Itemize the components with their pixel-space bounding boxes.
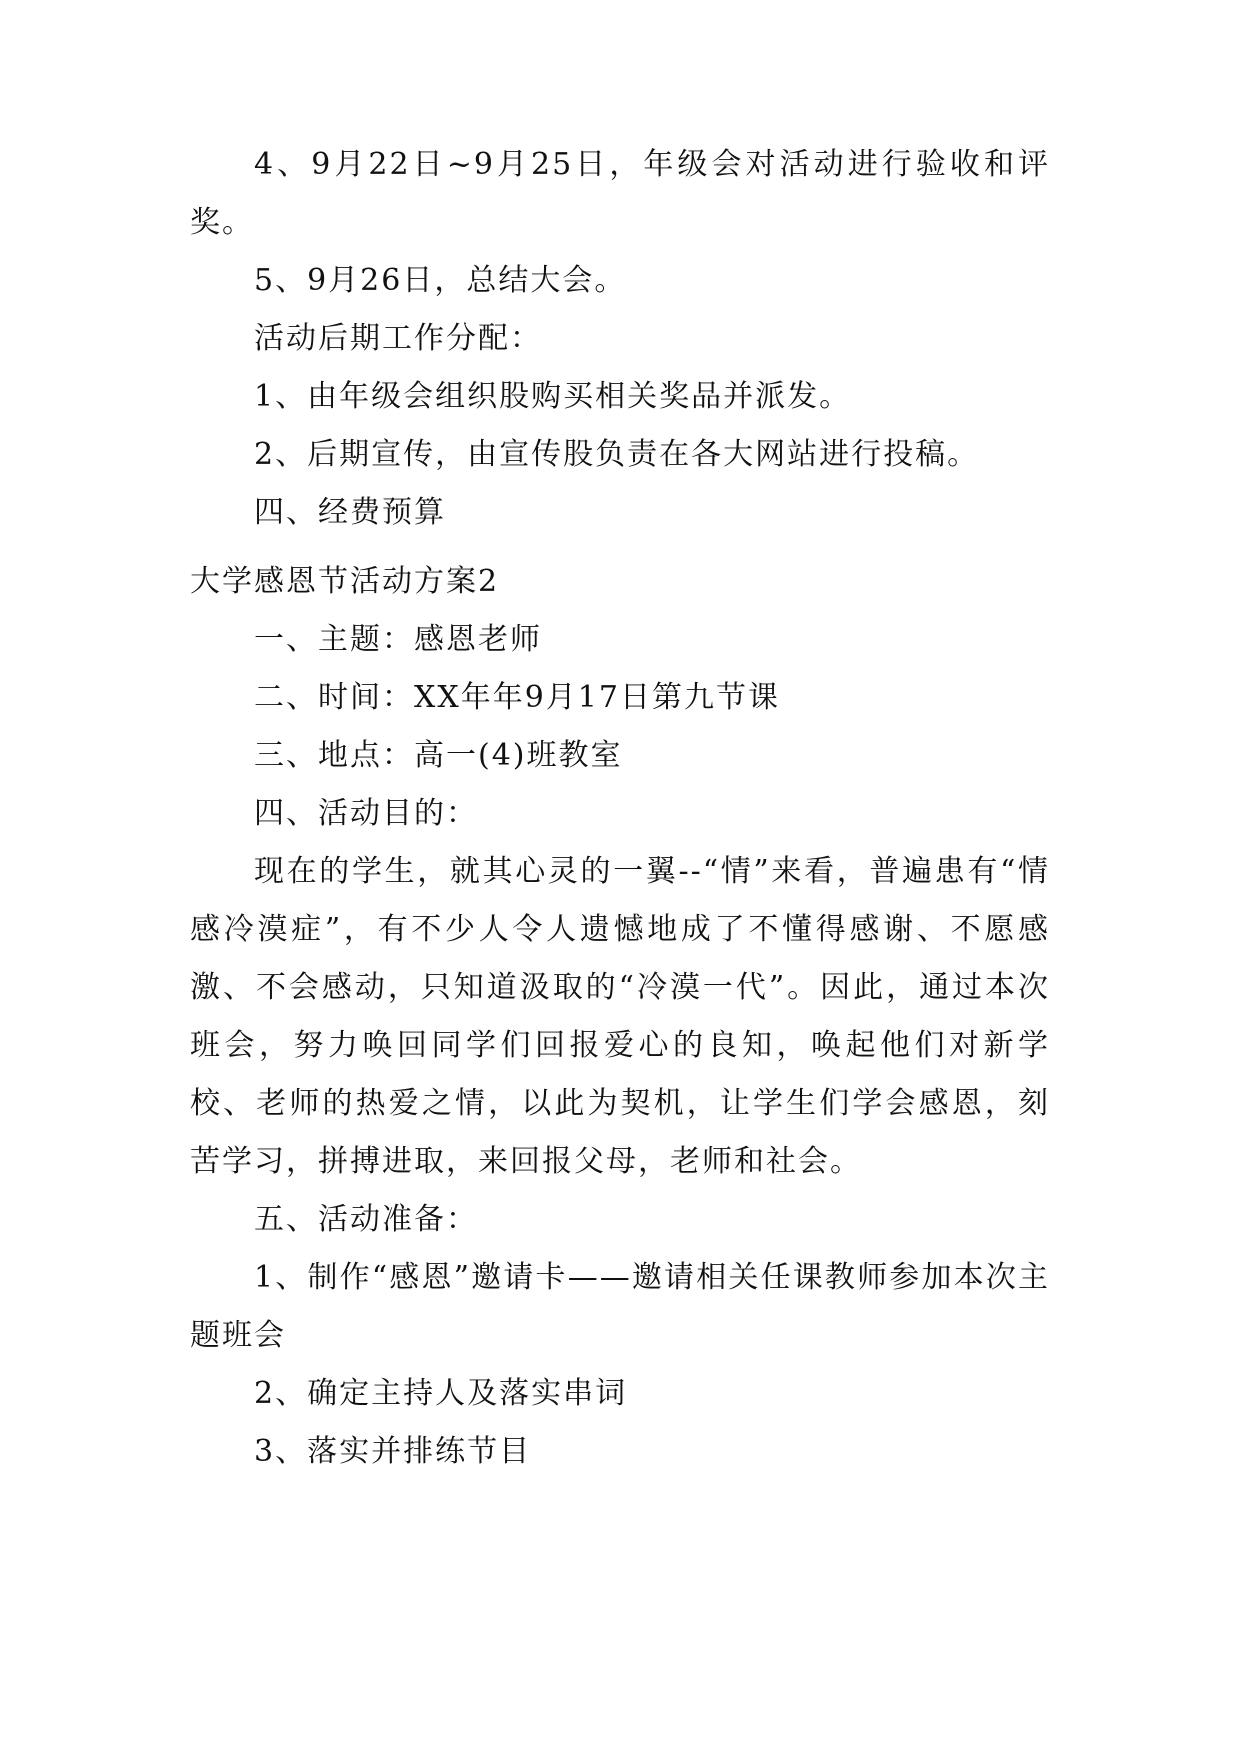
paragraph-summary-meeting: 5、9月26日，总结大会。 xyxy=(254,263,627,298)
heading-budget: 四、经费预算 xyxy=(254,495,446,530)
paragraph-acceptance: 4、9月22日~9月25日，年级会对活动进行验收和评奖。 xyxy=(190,147,1050,240)
paragraph-later-work-heading: 活动后期工作分配： xyxy=(254,321,542,356)
heading-preparation: 五、活动准备： xyxy=(254,1202,478,1237)
prep-item-host: 2、确定主持人及落实串词 xyxy=(254,1376,628,1411)
section-title: 大学感恩节活动方案2 xyxy=(190,564,500,599)
paragraph-place: 三、地点：高一(4)班教室 xyxy=(254,738,623,773)
paragraph-purpose: 现在的学生，就其心灵的一翼--“情”来看，普遍患有“情感冷漠症”，有不少人令人遗憾地成了不懂得感谢、不愿感激、不会感动，只知道汲取的“冷漠一代”。因此，通过本次班会，努力唤回同学们回报爱心的良知，唤起他们对新学校、老师的热爱之情，以此为契机，让学生们学会感恩，刻苦学习，拼搏进取，来回报父母，老师和社会。 xyxy=(190,854,1050,1179)
paragraph-theme: 一、主题：感恩老师 xyxy=(254,622,542,657)
paragraph-time: 二、时间：XX年年9月17日第九节课 xyxy=(254,680,780,715)
section-1 xyxy=(190,136,1050,542)
heading-purpose: 四、活动目的： xyxy=(254,796,478,831)
prep-item-rehearsal: 3、落实并排练节目 xyxy=(254,1434,532,1469)
section-2 xyxy=(190,553,1050,1481)
paragraph-publicity: 2、后期宣传，由宣传股负责在各大网站进行投稿。 xyxy=(254,437,980,472)
paragraph-prizes: 1、由年级会组织股购买相关奖品并派发。 xyxy=(254,379,852,414)
prep-item-invitation: 1、制作“感恩”邀请卡——邀请相关任课教师参加本次主题班会 xyxy=(190,1260,1050,1353)
